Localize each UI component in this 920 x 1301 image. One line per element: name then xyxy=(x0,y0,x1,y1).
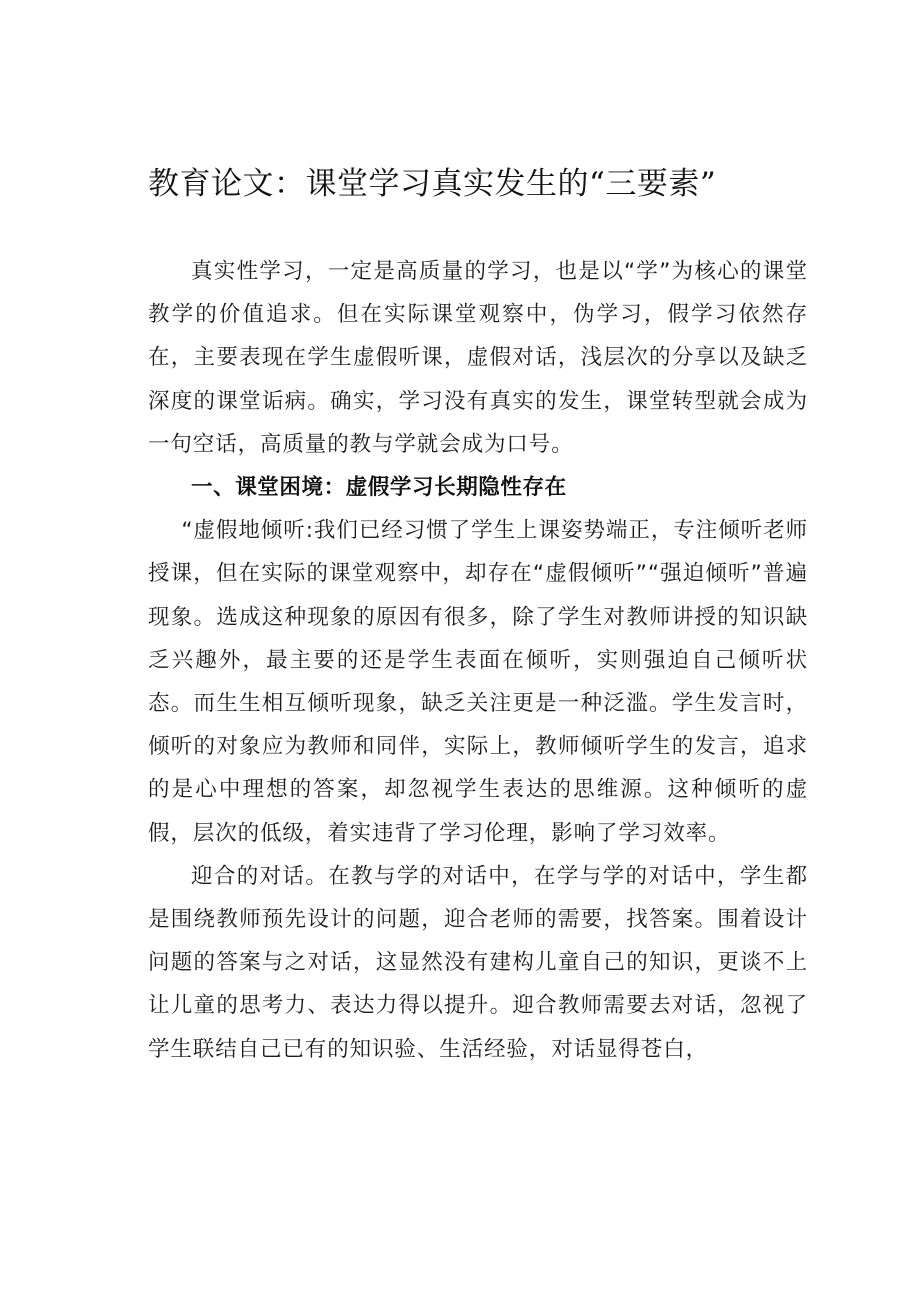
body-paragraph-false-listening: “虚假地倾听:我们已经习惯了学生上课姿势端正，专注倾听老师授课，但在实际的课堂观察中，却存在“虚假倾听”“强迫倾听”普遍现象。选成这种现象的原因有很多，除了学生对教师讲授的知识缺乏兴趣外，最主要的还是学生表面在倾听，实则强迫自己倾听状态。而生生相互倾听现象，缺乏关注更是一种泛滥。学生发言时，倾听的对象应为教师和同伴，实际上，教师倾听学生的发言，追求的是心中理想的答案，却忽视学生表达的思维源。这种倾听的虚假，层次的低级，着实违背了学习伦理，影响了学习效率。 xyxy=(148,518,808,846)
section-heading-1: 一、课堂困境：虚假学习长期隐性存在 xyxy=(191,475,567,501)
body-paragraph-pandering-dialogue: 迎合的对话。在教与学的对话中，在学与学的对话中，学生都是围绕教师预先设计的问题，迎合老师的需要，找答案。围着设计问题的答案与之对话，这显然没有建构儿童自己的知识，更谈不上让儿童的思考力、表达力得以提升。迎合教师需要去对话，忽视了学生联结自己已有的知识验、生活经验，对话显得苍白， xyxy=(148,863,808,1062)
intro-paragraph: 真实性学习，一定是高质量的学习，也是以“学”为核心的课堂教学的价值追求。但在实际课堂观察中，伪学习，假学习依然存在，主要表现在学生虚假听课，虚假对话，浅层次的分享以及缺乏深度的课堂诟病。确实，学习没有真实的发生，课堂转型就会成为一句空话，高质量的教与学就会成为口号。 xyxy=(148,259,808,457)
document-title: 教育论文：课堂学习真实发生的“三要素” xyxy=(148,166,717,202)
document-body xyxy=(148,250,808,1071)
